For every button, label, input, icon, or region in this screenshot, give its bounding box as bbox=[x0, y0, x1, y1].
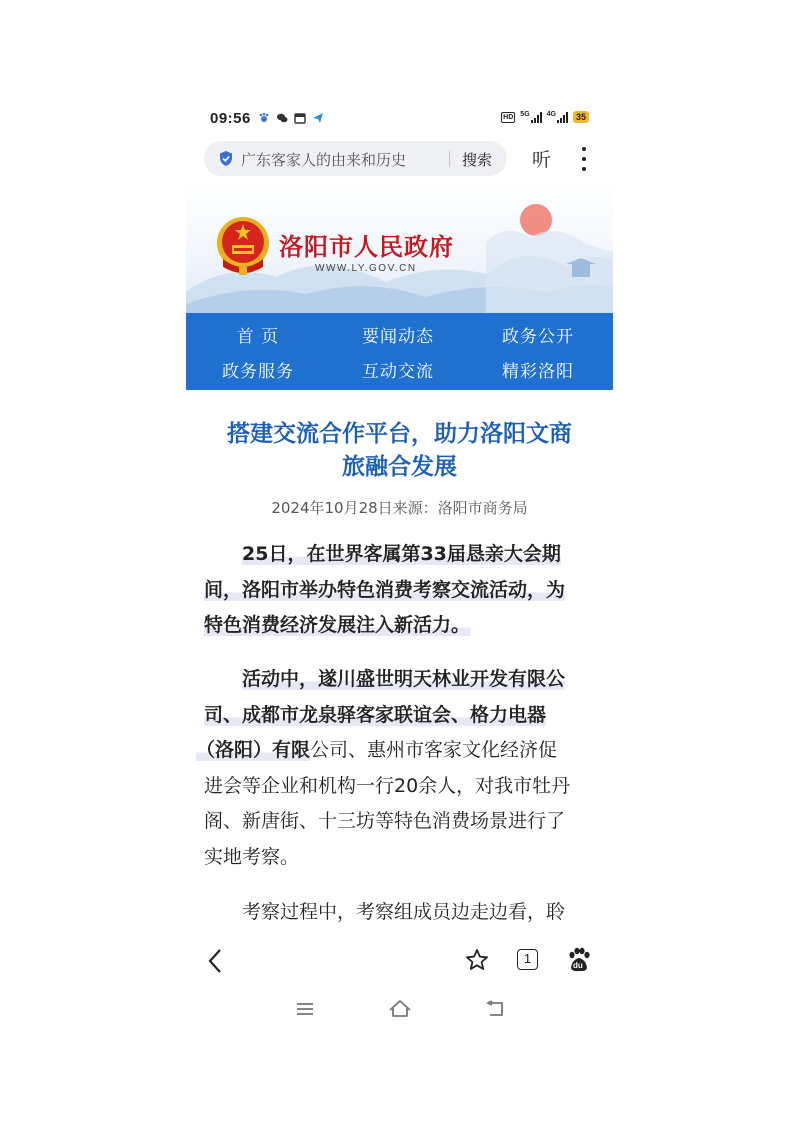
article-meta: 2024年10月28日来源：洛阳市商务局 bbox=[271, 499, 528, 517]
battery-indicator: 35 bbox=[573, 111, 589, 123]
site-title: 洛阳市人民政府 bbox=[279, 233, 454, 261]
signal-4g bbox=[547, 111, 568, 123]
menu-lines-icon[interactable] bbox=[295, 1001, 315, 1017]
back-arrow-icon[interactable] bbox=[206, 948, 226, 974]
national-emblem-logo bbox=[215, 215, 271, 275]
tabs-counter-button[interactable] bbox=[517, 949, 538, 970]
paragraph-line bbox=[204, 608, 598, 644]
tab-count: 1 bbox=[523, 951, 532, 966]
paragraph-line bbox=[204, 804, 598, 840]
paragraph-1 bbox=[204, 537, 598, 644]
status-right bbox=[501, 111, 589, 123]
signal-bars-icon bbox=[557, 112, 568, 123]
paragraph-text: 考察过程中，考察组成员边走边看，聆 bbox=[242, 901, 566, 923]
paragraph-text: （洛阳）有限 bbox=[196, 739, 311, 761]
paragraph-line bbox=[204, 662, 598, 698]
back-return-icon[interactable] bbox=[484, 1000, 506, 1018]
phone-screen bbox=[186, 95, 613, 1040]
paragraph-line bbox=[204, 698, 598, 734]
network-5g-label: 5G bbox=[520, 111, 530, 118]
site-url: WWW.LY.GOV.CN bbox=[315, 263, 417, 274]
paragraph-line bbox=[196, 733, 598, 769]
nav-item-interaction[interactable]: 互动交流 bbox=[362, 362, 434, 382]
network-4g-label: 4G bbox=[546, 111, 556, 118]
baidu-paw-icon[interactable] bbox=[567, 947, 591, 973]
system-navigation-bar bbox=[186, 991, 613, 1040]
search-button[interactable]: 搜索 bbox=[462, 151, 493, 169]
article-title-line: 旅融合发展 bbox=[342, 454, 457, 480]
site-header-banner bbox=[186, 182, 613, 313]
browser-toolbar bbox=[186, 935, 613, 991]
paragraph-text: 公司、惠州市客家文化经济促 bbox=[310, 739, 558, 761]
nav-item-gov-affairs[interactable]: 政务公开 bbox=[502, 327, 574, 347]
search-query[interactable]: 广东客家人的由来和历史 bbox=[241, 151, 407, 169]
chat-bubble-icon bbox=[276, 112, 288, 124]
paragraph-text: 进会等企业和机构一行20余人，对我市牡丹 bbox=[204, 774, 571, 797]
paragraph-line bbox=[204, 537, 598, 573]
listen-button[interactable]: 听 bbox=[532, 149, 552, 171]
more-menu-icon[interactable] bbox=[581, 147, 587, 171]
address-search-bar[interactable] bbox=[204, 141, 507, 176]
paragraph-line bbox=[204, 895, 598, 931]
article-title bbox=[200, 418, 599, 484]
paragraph-text: 25日，在世界客属第33届恳亲大会期 bbox=[242, 543, 561, 565]
paragraph-line bbox=[204, 840, 598, 876]
paragraph-text: 间，洛阳市举办特色消费考察交流活动，为 bbox=[204, 578, 566, 601]
paragraph-2 bbox=[196, 662, 598, 875]
nav-item-news[interactable]: 要闻动态 bbox=[362, 327, 434, 347]
paragraph-line bbox=[204, 573, 598, 609]
send-arrow-icon bbox=[312, 112, 324, 124]
star-bookmark-icon[interactable] bbox=[465, 948, 489, 972]
paragraph-text: 司、成都市龙泉驿客家联谊会、格力电器 bbox=[204, 703, 547, 726]
article-title-line: 搭建交流合作平台，助力洛阳文商 bbox=[227, 421, 572, 447]
calendar-icon bbox=[294, 112, 306, 124]
paragraph-3 bbox=[204, 895, 598, 931]
cloud-paw-icon bbox=[258, 112, 270, 124]
baidu-label: du bbox=[573, 961, 583, 970]
search-divider bbox=[449, 151, 450, 167]
nav-item-home[interactable]: 首 页 bbox=[236, 327, 280, 347]
notification-icons bbox=[258, 112, 324, 124]
signal-bars-icon bbox=[531, 112, 542, 123]
nav-item-luoyang[interactable]: 精彩洛阳 bbox=[502, 362, 574, 382]
signal-5g bbox=[520, 111, 541, 123]
status-bar bbox=[186, 95, 613, 141]
home-icon[interactable] bbox=[388, 999, 412, 1019]
paragraph-text: 实地考察。 bbox=[204, 845, 300, 868]
paragraph-line bbox=[204, 769, 598, 805]
shield-check-icon bbox=[218, 150, 234, 167]
hd-badge: HD bbox=[503, 113, 514, 121]
paragraph-text: 活动中，遂川盛世明天林业开发有限公 bbox=[242, 668, 566, 690]
paragraph-text: 阁、新唐街、十三坊等特色消费场景进行了 bbox=[204, 810, 566, 832]
main-navigation bbox=[186, 313, 613, 390]
nav-item-services[interactable]: 政务服务 bbox=[222, 362, 294, 382]
status-time: 09:56 bbox=[210, 110, 251, 127]
paragraph-text: 特色消费经济发展注入新活力。 bbox=[204, 614, 471, 636]
